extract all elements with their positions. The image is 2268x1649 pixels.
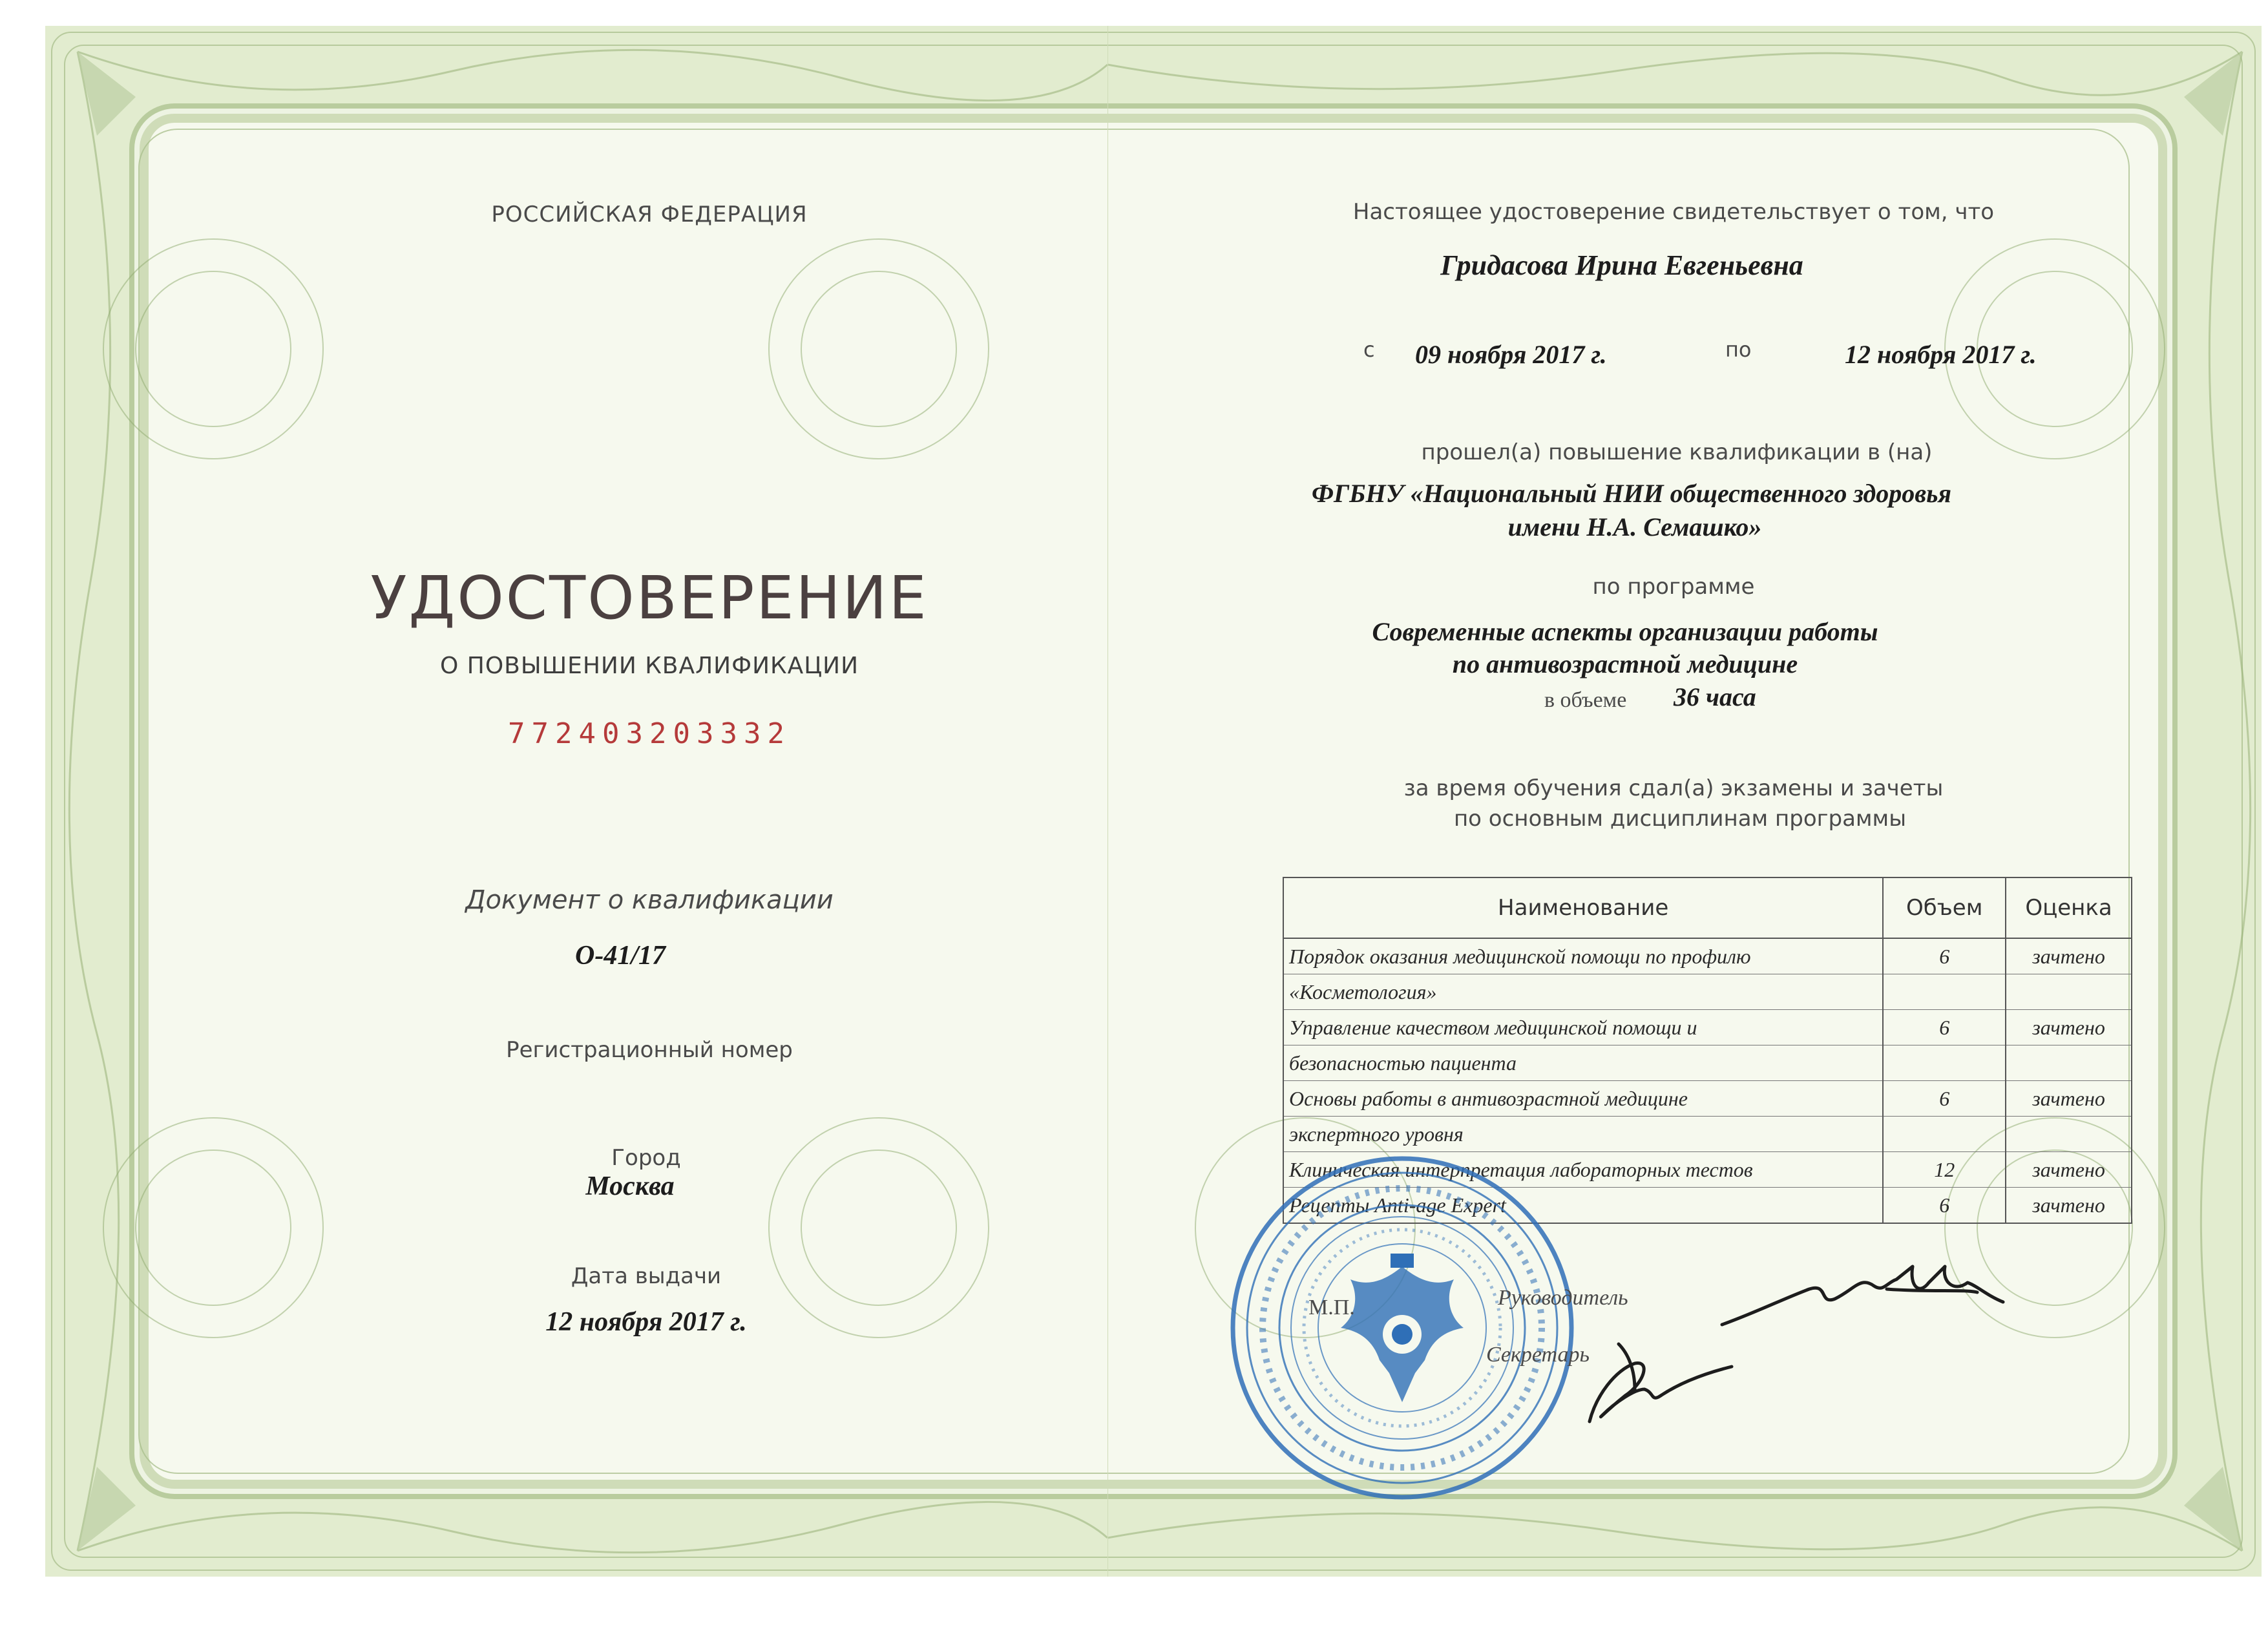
completed-training-text: прошел(а) повышение квалификации в (на) xyxy=(1421,439,1933,465)
city-label: Город xyxy=(611,1145,681,1171)
discipline-grade: зачтено xyxy=(2006,1010,2132,1045)
secretary-label: Секретарь xyxy=(1486,1343,1590,1367)
column-header-grade: Оценка xyxy=(2006,877,2132,938)
period-to-label: по xyxy=(1725,337,1752,362)
issue-date-label: Дата выдачи xyxy=(571,1263,722,1289)
city-value: Москва xyxy=(585,1171,675,1201)
exams-text-line-2: по основным дисциплинам программы xyxy=(1453,806,1907,832)
director-signature xyxy=(1722,1266,2003,1325)
period-to-date: 12 ноября 2017 г. xyxy=(1845,340,2037,369)
column-header-name: Наименование xyxy=(1283,877,1883,938)
holder-name: Гридасова Ирина Евгеньевна xyxy=(1440,249,1803,281)
discipline-name: Рецепты Anti-age Expert xyxy=(1283,1188,1883,1224)
institution-line-1: ФГБНУ «Национальный НИИ общественного здоровья xyxy=(1311,479,1952,508)
seal-place-label: М.П. xyxy=(1308,1296,1355,1319)
discipline-name: Управление качеством медицинской помощи и xyxy=(1283,1010,1883,1045)
discipline-name: Порядок оказания медицинской помощи по профилю xyxy=(1283,938,1883,974)
institution-line-2: имени Н.А. Семашко» xyxy=(1507,512,1762,541)
registration-number: О-41/17 xyxy=(575,941,666,971)
discipline-name: безопасностью пациента xyxy=(1283,1045,1883,1081)
discipline-name: Клиническая интерпретация лабораторных тестов xyxy=(1283,1152,1883,1188)
issue-date: 12 ноября 2017 г. xyxy=(545,1307,747,1337)
discipline-grade: зачтено xyxy=(2006,1152,2132,1188)
period-from-label: с xyxy=(1363,337,1375,362)
qualification-document-label: Документ о квалификации xyxy=(465,885,834,915)
discipline-grade: зачтено xyxy=(2006,938,2132,974)
discipline-grade: зачтено xyxy=(2006,1081,2132,1117)
discipline-name: экспертного уровня xyxy=(1283,1117,1883,1152)
discipline-hours: 6 xyxy=(1883,1188,2006,1224)
discipline-hours: 6 xyxy=(1883,938,2006,974)
program-line-2: по антивозрастной медицине xyxy=(1452,649,1798,678)
secretary-signature xyxy=(1590,1363,1732,1422)
document-title: УДОСТОВЕРЕНИЕ xyxy=(370,563,929,633)
discipline-grade: зачтено xyxy=(2006,1188,2132,1224)
discipline-name: «Косметология» xyxy=(1283,974,1883,1010)
volume-value: 36 часа xyxy=(1674,682,1756,711)
document-subtitle: О ПОВЫШЕНИИ КВАЛИФИКАЦИИ xyxy=(439,653,859,679)
director-label: Руководитель xyxy=(1498,1286,1628,1310)
discipline-hours: 12 xyxy=(1883,1152,2006,1188)
discipline-hours: 6 xyxy=(1883,1081,2006,1117)
program-label: по программе xyxy=(1592,574,1755,600)
period-from-date: 09 ноября 2017 г. xyxy=(1415,340,1607,369)
program-line-1: Современные аспекты организации работы xyxy=(1372,617,1878,646)
registration-number-label: Регистрационный номер xyxy=(506,1037,793,1063)
country-heading: РОССИЙСКАЯ ФЕДЕРАЦИЯ xyxy=(491,202,808,227)
serial-number: 772403203332 xyxy=(508,717,791,750)
certifies-intro: Настоящее удостоверение свидетельствует о том, что xyxy=(1352,199,1995,225)
column-header-hours: Объем xyxy=(1883,877,2006,938)
director-signature-stroke xyxy=(1887,1289,1977,1292)
exams-text-line-1: за время обучения сдал(а) экзамены и зачеты xyxy=(1403,775,1944,801)
discipline-name: Основы работы в антивозрастной медицине xyxy=(1283,1081,1883,1117)
discipline-hours: 6 xyxy=(1883,1010,2006,1045)
volume-label: в объеме xyxy=(1544,688,1627,712)
